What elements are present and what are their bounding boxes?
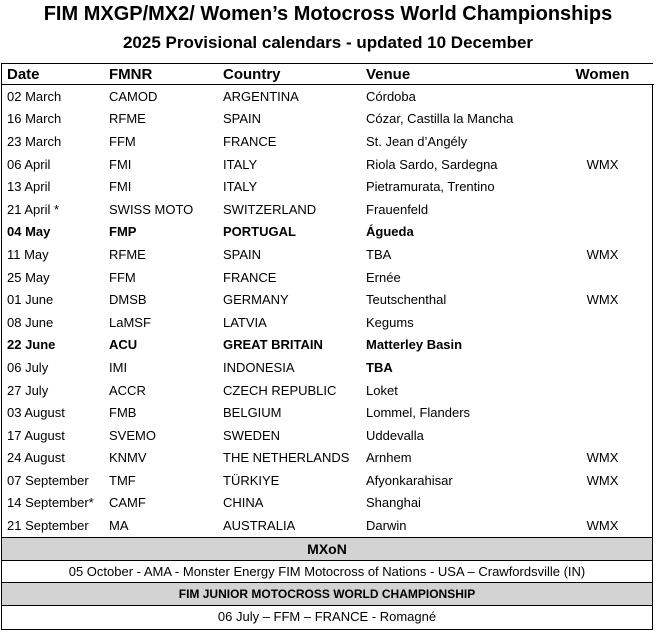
cell-country: SPAIN: [223, 246, 262, 262]
cell-country: ITALY: [223, 179, 258, 195]
cell-women: [551, 175, 654, 198]
cell-date: 17 August: [7, 427, 65, 443]
cell-fmnr: FFM: [109, 133, 136, 149]
cell-fmnr: IMI: [109, 359, 128, 375]
table-row: [2, 492, 654, 515]
cell-venue: Darwin: [366, 518, 407, 534]
cell-date: 24 August: [7, 450, 65, 466]
cell-venue: Afyonkarahisar: [366, 472, 453, 488]
cell-women: [551, 221, 654, 244]
header-women: Women: [551, 64, 654, 85]
cell-date: 08 June: [7, 314, 54, 330]
cell-fmnr: SWISS MOTO: [109, 201, 194, 217]
cell-fmnr: KNMV: [109, 450, 147, 466]
cell-date: 11 May: [7, 246, 49, 262]
cell-fmnr: CAMOD: [109, 88, 158, 104]
table-row: [2, 424, 654, 447]
cell-women: WMX: [586, 156, 619, 172]
cell-women: [551, 198, 654, 221]
page-title: FIM MXGP/MX2/ Women’s Motocross World Championships: [43, 3, 613, 25]
cell-country: PORTUGAL: [223, 224, 296, 240]
table-row: [2, 198, 654, 221]
page-subtitle: 2025 Provisional calendars - updated 10 December: [122, 33, 534, 52]
table-row: [2, 334, 654, 357]
cell-venue: Ernée: [366, 269, 401, 285]
cell-date: 07 September: [7, 472, 89, 488]
cell-women: [551, 311, 654, 334]
cell-country: CZECH REPUBLIC: [223, 382, 337, 398]
cell-date: 22 June: [7, 337, 56, 353]
header-country: Country: [218, 64, 361, 85]
cell-women: [551, 108, 654, 131]
cell-date: 06 July: [7, 359, 49, 375]
cell-fmnr: TMF: [109, 472, 136, 488]
cell-fmnr: ACCR: [109, 382, 146, 398]
cell-venue: Riola Sardo, Sardegna: [366, 156, 498, 172]
cell-venue: Pietramurata, Trentino: [366, 179, 495, 195]
cell-date: 02 March: [7, 88, 62, 104]
table-row: [2, 447, 654, 470]
cell-fmnr: LaMSF: [109, 314, 151, 330]
table-row: [2, 175, 654, 198]
cell-country: TÜRKIYE: [223, 472, 280, 488]
cell-women: [551, 334, 654, 357]
cell-date: 13 April: [7, 179, 51, 195]
cell-fmnr: RFME: [109, 111, 146, 127]
cell-venue: Kegums: [366, 314, 414, 330]
cell-country: AUSTRALIA: [223, 518, 296, 534]
cell-date: 23 March: [7, 133, 62, 149]
cell-fmnr: FMP: [109, 224, 137, 240]
cell-women: [551, 130, 654, 153]
cell-date: 01 June: [7, 292, 54, 308]
cell-venue: Cózar, Castilla la Mancha: [366, 111, 514, 127]
table-row: [2, 469, 654, 492]
table-row: [2, 153, 654, 176]
cell-fmnr: SVEMO: [109, 427, 156, 443]
table-row: [2, 243, 654, 266]
table-row: [2, 356, 654, 379]
cell-date: 25 May: [7, 269, 50, 285]
cell-country: FRANCE: [223, 133, 277, 149]
cell-women: [551, 85, 654, 108]
cell-women: [551, 266, 654, 289]
header-venue: Venue: [361, 64, 551, 85]
cell-country: SPAIN: [223, 111, 262, 127]
cell-country: ITALY: [223, 156, 258, 172]
mxon-line: 05 October - AMA - Monster Energy FIM Motocross of Nations - USA – Crawfordsville (IN): [68, 563, 586, 579]
cell-country: SWITZERLAND: [223, 201, 317, 217]
cell-women: [551, 401, 654, 424]
cell-date: 04 May: [7, 224, 51, 240]
table-row: [2, 266, 654, 289]
table-row: [2, 514, 654, 537]
calendar-table: [2, 64, 654, 537]
cell-venue: Arnhem: [366, 450, 412, 466]
cell-venue: Teutschenthal: [366, 292, 447, 308]
cell-country: GREAT BRITAIN: [223, 337, 323, 353]
cell-fmnr: FMI: [109, 179, 132, 195]
cell-women: WMX: [586, 450, 619, 466]
cell-fmnr: ACU: [109, 337, 138, 353]
table-row: [2, 108, 654, 131]
table-row: [2, 401, 654, 424]
table-row: [2, 379, 654, 402]
calendar-rows: [2, 85, 654, 537]
cell-date: 16 March: [7, 111, 62, 127]
header-date: Date: [2, 64, 104, 85]
cell-fmnr: FMB: [109, 405, 137, 421]
cell-fmnr: DMSB: [109, 292, 147, 308]
cell-country: BELGIUM: [223, 405, 282, 421]
calendar-frame: [1, 63, 653, 630]
cell-fmnr: MA: [109, 518, 129, 534]
table-row: [2, 221, 654, 244]
cell-date: 21 September: [7, 518, 89, 534]
cell-women: WMX: [586, 518, 619, 534]
cell-country: FRANCE: [223, 269, 277, 285]
cell-venue: St. Jean d’Angély: [366, 133, 468, 149]
cell-date: 03 August: [7, 405, 65, 421]
cell-venue: Shanghai: [366, 495, 421, 511]
header-fmnr: FMNR: [104, 64, 218, 85]
cell-date: 21 April *: [7, 201, 60, 217]
cell-country: GERMANY: [223, 292, 289, 308]
cell-venue: TBA: [366, 359, 393, 375]
cell-country: THE NETHERLANDS: [223, 450, 350, 466]
cell-venue: Águeda: [366, 224, 414, 240]
cell-country: CHINA: [223, 495, 264, 511]
cell-women: [551, 356, 654, 379]
mxon-heading: MXoN: [2, 537, 652, 561]
header-row: [2, 64, 654, 85]
cell-date: 27 July: [7, 382, 49, 398]
cell-venue: Frauenfeld: [366, 201, 429, 217]
cell-venue: Uddevalla: [366, 427, 424, 443]
cell-venue: Córdoba: [366, 88, 416, 104]
cell-country: ARGENTINA: [223, 88, 299, 104]
cell-women: [551, 424, 654, 447]
cell-fmnr: RFME: [109, 246, 146, 262]
cell-women: WMX: [586, 246, 619, 262]
cell-date: 14 September*: [7, 495, 94, 511]
cell-country: SWEDEN: [223, 427, 281, 443]
cell-venue: TBA: [366, 246, 392, 262]
table-row: [2, 85, 654, 108]
cell-country: INDONESIA: [223, 359, 295, 375]
cell-fmnr: CAMF: [109, 495, 146, 511]
table-row: [2, 311, 654, 334]
junior-heading: FIM JUNIOR MOTOCROSS WORLD CHAMPIONSHIP: [2, 582, 652, 606]
cell-fmnr: FMI: [109, 156, 132, 172]
junior-line: 06 July – FFM – FRANCE - Romagné: [217, 608, 437, 624]
cell-women: [551, 492, 654, 515]
cell-women: WMX: [586, 292, 619, 308]
cell-venue: Loket: [366, 382, 398, 398]
cell-venue: Matterley Basin: [366, 337, 463, 353]
table-row: [2, 288, 654, 311]
cell-women: WMX: [586, 472, 619, 488]
table-row: [2, 130, 654, 153]
cell-women: [551, 379, 654, 402]
cell-date: 06 April: [7, 156, 51, 172]
cell-fmnr: FFM: [109, 269, 136, 285]
cell-venue: Lommel, Flanders: [366, 405, 471, 421]
cell-country: LATVIA: [223, 314, 267, 330]
